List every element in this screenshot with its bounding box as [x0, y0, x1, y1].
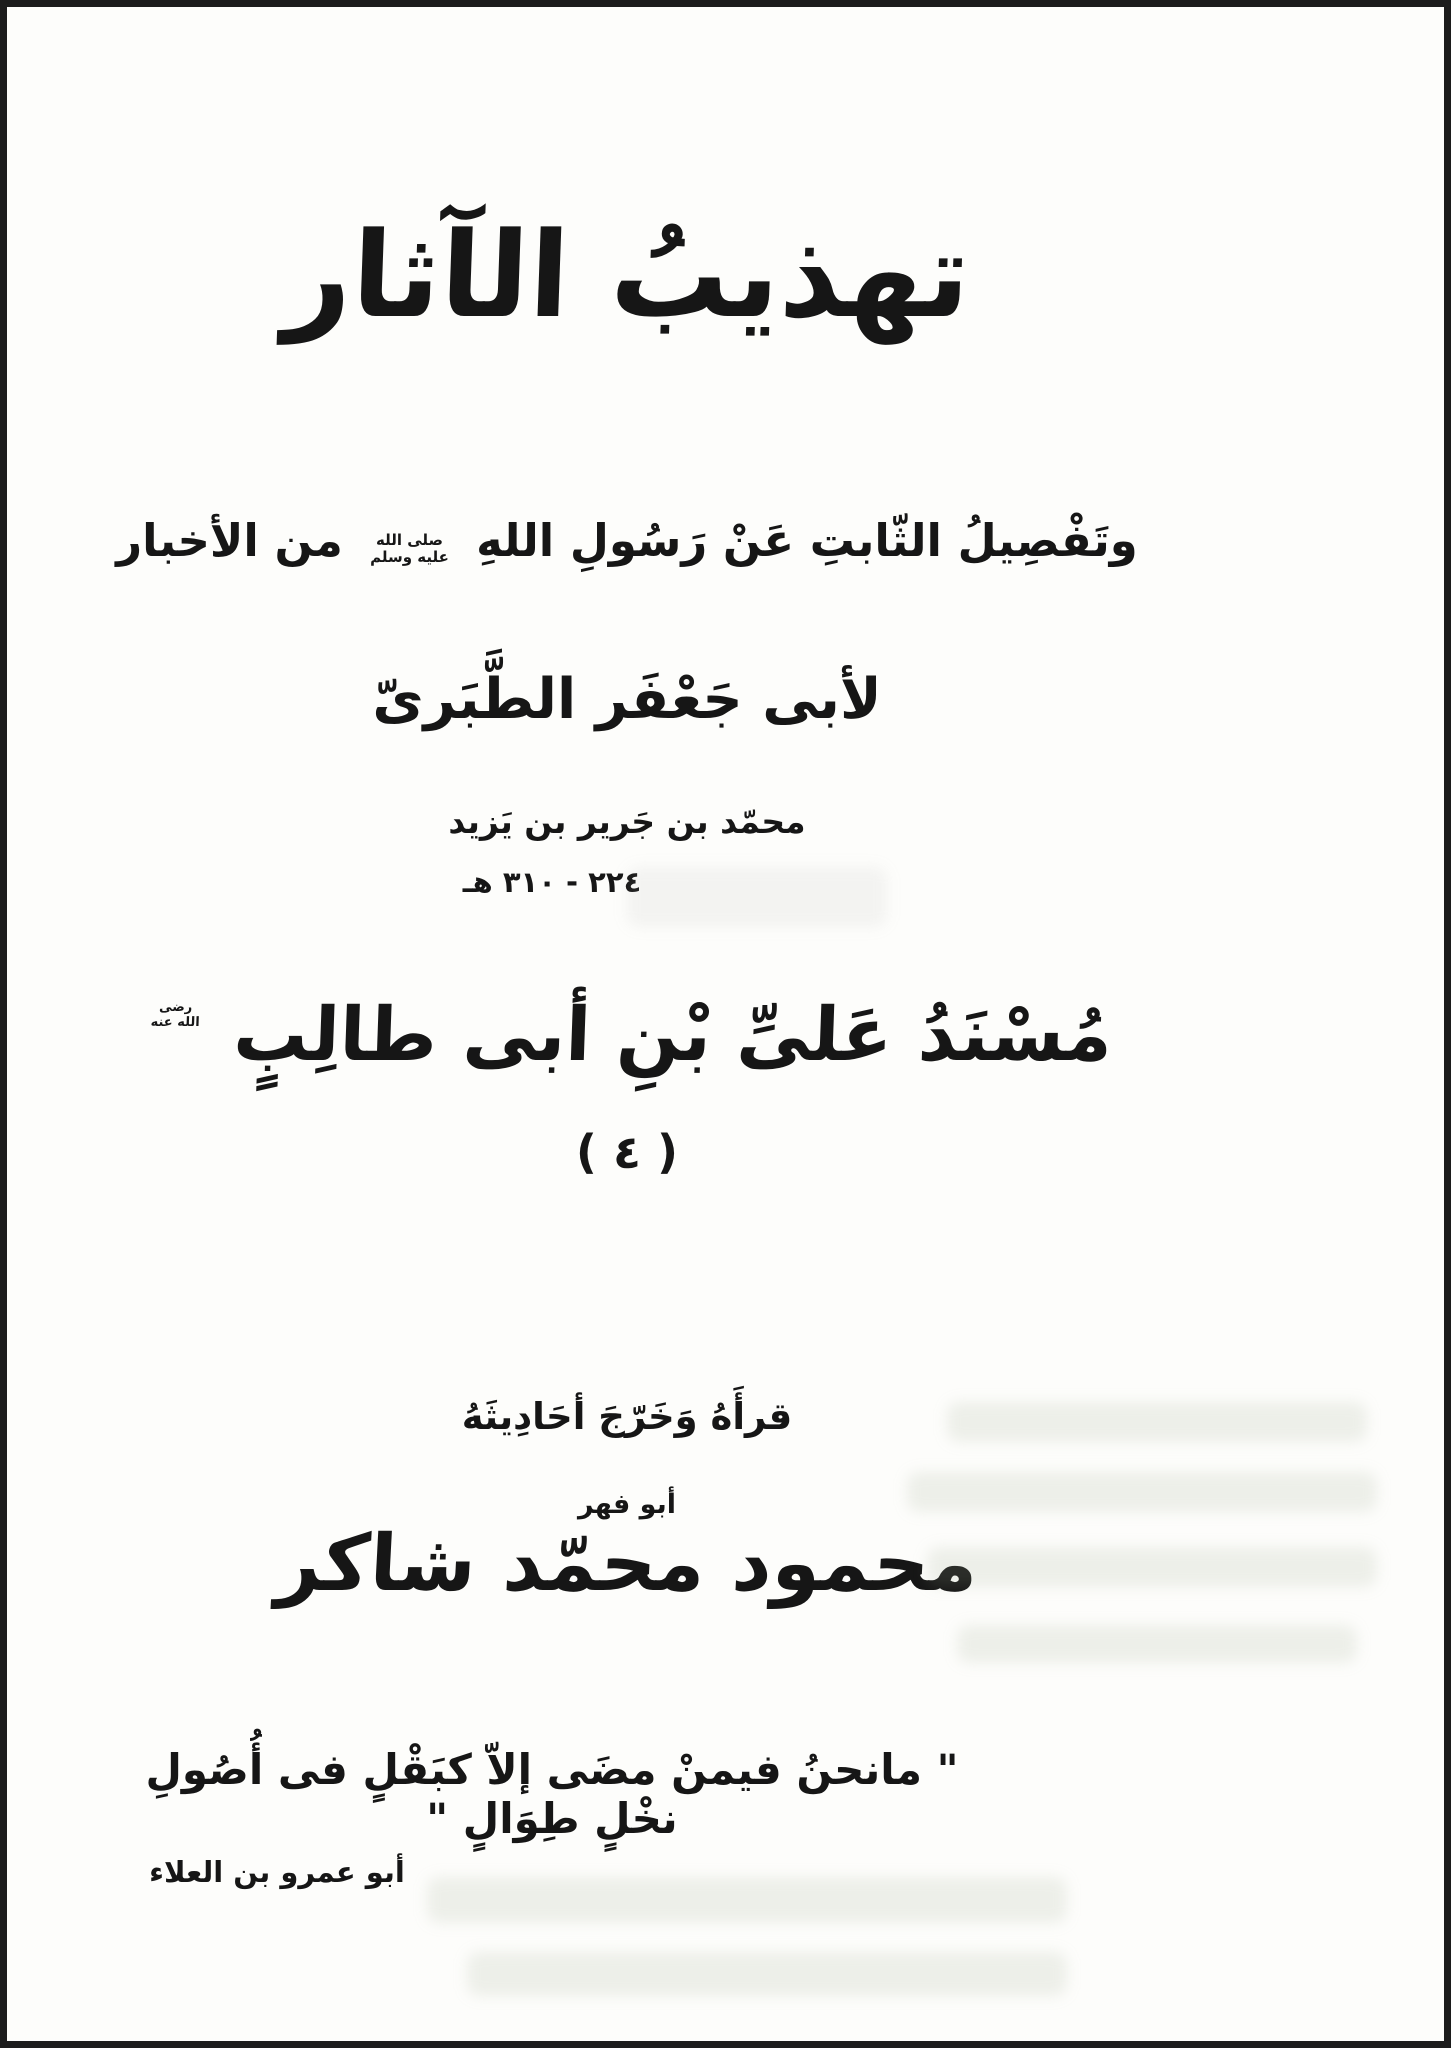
salutation-seal: صلى الله عليه وسلم: [370, 530, 449, 566]
volume-number: ( ٤ ): [575, 1125, 679, 1179]
book-subtitle: [7, 512, 1247, 571]
musnad-title-text: مُسْنَدُ عَلىِّ بْنِ أبى طالِبٍ: [231, 992, 1114, 1078]
epigraph-quote: " مانحنُ فيمنْ مضَى إلاّ كبَقْلٍ فى أُصُولِ نخْلٍ طِوَالٍ ": [145, 1745, 959, 1843]
epigraph-attribution: أبو عمرو بن العلاء: [149, 1855, 405, 1889]
bleed-through-smudge: [467, 1952, 1067, 1996]
editor-kunya: أبو فهر: [577, 1489, 677, 1520]
musnad-title: [5, 992, 1248, 1078]
bleed-through-smudge: [427, 1877, 1067, 1923]
editor-intro: قرأَهُ وَخَرّجَ أحَادِيثَهُ: [461, 1395, 793, 1438]
subtitle-text-start: وتَفْصِيلُ الثّابتِ عَنْ رَسُولِ اللهِ: [476, 514, 1138, 567]
author-dates: ٢٢٤ - ٣١٠ هـ: [462, 865, 642, 899]
author-full-name: محمّد بن جَرير بن يَزيد: [448, 802, 806, 841]
editor-name: محمود محمّد شاكر: [273, 1519, 981, 1609]
bleed-through-smudge: [957, 1625, 1357, 1663]
honorific-seal: رضى الله عنه: [150, 1000, 200, 1030]
author-byline: لأبى جَعْفَر الطَّبَرىّ: [372, 667, 882, 732]
subtitle-text-end: من الأخبار: [116, 514, 343, 567]
book-title: تهذيبُ الآثار: [281, 206, 973, 344]
